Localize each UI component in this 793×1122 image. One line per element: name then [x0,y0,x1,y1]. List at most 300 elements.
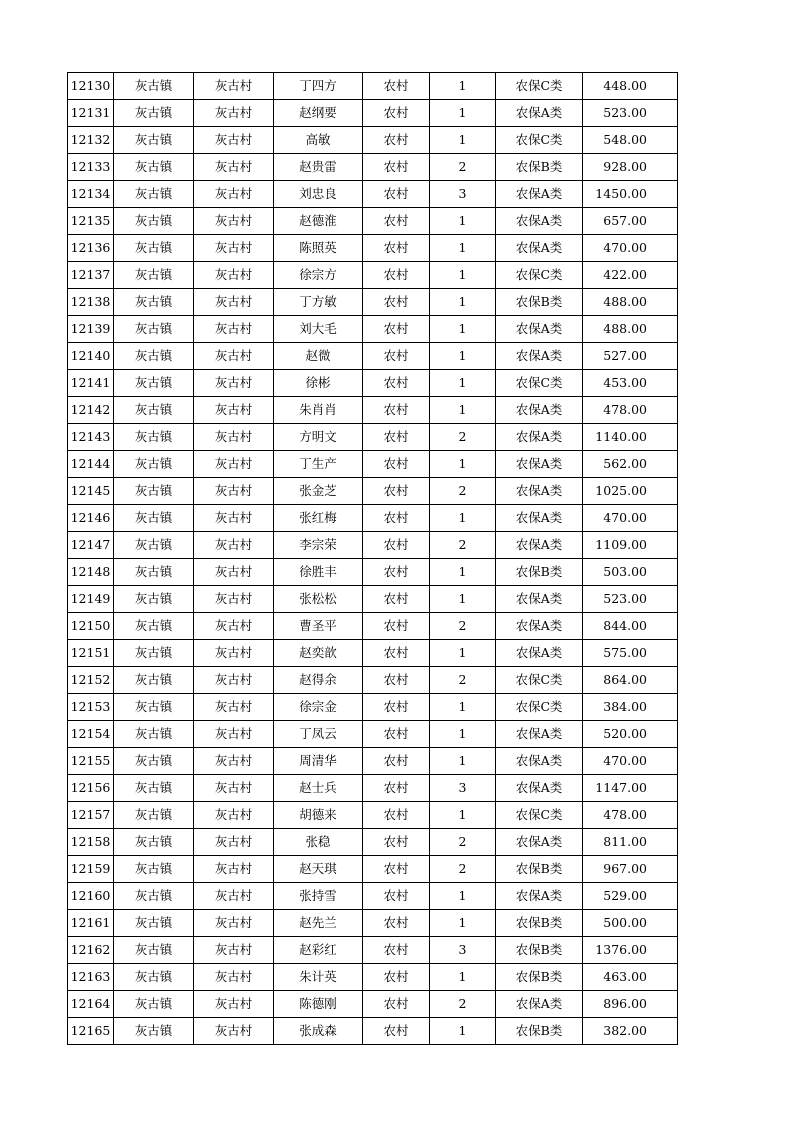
cell-people-count: 1 [430,370,496,397]
cell-village: 灰古村 [194,667,274,694]
table-row [68,505,678,532]
cell-insurance-category: 农保C类 [496,73,583,100]
cell-name: 张松松 [274,586,363,613]
cell-household-type: 农村 [363,802,430,829]
cell-village: 灰古村 [194,370,274,397]
cell-amount: 844.00 [583,613,678,640]
cell-amount: 527.00 [583,343,678,370]
cell-household-type: 农村 [363,586,430,613]
cell-insurance-category: 农保A类 [496,208,583,235]
cell-name: 赵纲要 [274,100,363,127]
cell-household-type: 农村 [363,613,430,640]
cell-name: 赵士兵 [274,775,363,802]
cell-people-count: 1 [430,505,496,532]
cell-household-type: 农村 [363,73,430,100]
cell-people-count: 2 [430,154,496,181]
cell-village: 灰古村 [194,451,274,478]
cell-insurance-category: 农保B类 [496,154,583,181]
cell-people-count: 1 [430,316,496,343]
cell-household-type: 农村 [363,478,430,505]
cell-people-count: 1 [430,721,496,748]
table-body [68,73,678,1045]
cell-amount: 488.00 [583,316,678,343]
cell-name: 胡德来 [274,802,363,829]
cell-town: 灰古镇 [114,73,194,100]
cell-town: 灰古镇 [114,802,194,829]
cell-household-type: 农村 [363,1018,430,1045]
cell-household-type: 农村 [363,667,430,694]
table-row [68,640,678,667]
cell-amount: 523.00 [583,100,678,127]
cell-record-id: 12150 [68,613,114,640]
cell-household-type: 农村 [363,208,430,235]
cell-insurance-category: 农保C类 [496,667,583,694]
cell-record-id: 12135 [68,208,114,235]
cell-town: 灰古镇 [114,667,194,694]
cell-people-count: 1 [430,802,496,829]
cell-insurance-category: 农保A类 [496,316,583,343]
cell-record-id: 12157 [68,802,114,829]
cell-insurance-category: 农保C类 [496,127,583,154]
cell-insurance-category: 农保B类 [496,1018,583,1045]
cell-name: 赵得余 [274,667,363,694]
cell-record-id: 12163 [68,964,114,991]
cell-people-count: 2 [430,478,496,505]
cell-amount: 575.00 [583,640,678,667]
table-row [68,316,678,343]
cell-town: 灰古镇 [114,451,194,478]
cell-record-id: 12159 [68,856,114,883]
cell-name: 赵微 [274,343,363,370]
cell-household-type: 农村 [363,451,430,478]
cell-insurance-category: 农保A类 [496,478,583,505]
cell-people-count: 2 [430,532,496,559]
cell-people-count: 1 [430,964,496,991]
cell-insurance-category: 农保A类 [496,829,583,856]
cell-town: 灰古镇 [114,883,194,910]
cell-name: 周清华 [274,748,363,775]
cell-amount: 1376.00 [583,937,678,964]
cell-household-type: 农村 [363,181,430,208]
cell-town: 灰古镇 [114,910,194,937]
cell-record-id: 12144 [68,451,114,478]
cell-town: 灰古镇 [114,964,194,991]
cell-people-count: 1 [430,262,496,289]
cell-people-count: 1 [430,289,496,316]
cell-village: 灰古村 [194,505,274,532]
cell-insurance-category: 农保A类 [496,343,583,370]
cell-name: 徐宗方 [274,262,363,289]
cell-amount: 463.00 [583,964,678,991]
cell-household-type: 农村 [363,127,430,154]
cell-household-type: 农村 [363,721,430,748]
cell-people-count: 1 [430,397,496,424]
cell-village: 灰古村 [194,748,274,775]
cell-people-count: 1 [430,883,496,910]
table-row [68,532,678,559]
cell-insurance-category: 农保B类 [496,856,583,883]
cell-record-id: 12142 [68,397,114,424]
table-row [68,343,678,370]
cell-record-id: 12153 [68,694,114,721]
table-row [68,181,678,208]
cell-people-count: 1 [430,100,496,127]
cell-household-type: 农村 [363,559,430,586]
table-row [68,883,678,910]
cell-village: 灰古村 [194,721,274,748]
cell-village: 灰古村 [194,73,274,100]
cell-village: 灰古村 [194,316,274,343]
table-row [68,154,678,181]
cell-people-count: 1 [430,559,496,586]
table-row [68,748,678,775]
cell-insurance-category: 农保A类 [496,100,583,127]
table-row [68,559,678,586]
cell-amount: 1109.00 [583,532,678,559]
cell-town: 灰古镇 [114,316,194,343]
cell-amount: 562.00 [583,451,678,478]
table-row [68,370,678,397]
cell-insurance-category: 农保A类 [496,235,583,262]
table-row [68,478,678,505]
cell-people-count: 2 [430,991,496,1018]
cell-town: 灰古镇 [114,748,194,775]
cell-amount: 503.00 [583,559,678,586]
cell-household-type: 农村 [363,154,430,181]
cell-amount: 382.00 [583,1018,678,1045]
cell-name: 陈德刚 [274,991,363,1018]
cell-record-id: 12140 [68,343,114,370]
data-table [67,72,678,1045]
cell-people-count: 3 [430,775,496,802]
table-row [68,262,678,289]
cell-record-id: 12158 [68,829,114,856]
cell-village: 灰古村 [194,802,274,829]
cell-household-type: 农村 [363,991,430,1018]
table-row [68,964,678,991]
cell-name: 徐宗金 [274,694,363,721]
cell-amount: 470.00 [583,748,678,775]
cell-household-type: 农村 [363,856,430,883]
cell-name: 赵奕歆 [274,640,363,667]
cell-amount: 488.00 [583,289,678,316]
cell-amount: 928.00 [583,154,678,181]
table-row [68,586,678,613]
cell-record-id: 12138 [68,289,114,316]
cell-name: 张金芝 [274,478,363,505]
cell-record-id: 12165 [68,1018,114,1045]
cell-amount: 470.00 [583,235,678,262]
cell-household-type: 农村 [363,829,430,856]
cell-amount: 1140.00 [583,424,678,451]
table-row [68,397,678,424]
cell-people-count: 1 [430,694,496,721]
cell-town: 灰古镇 [114,478,194,505]
cell-name: 丁凤云 [274,721,363,748]
cell-people-count: 1 [430,343,496,370]
cell-insurance-category: 农保C类 [496,262,583,289]
cell-village: 灰古村 [194,181,274,208]
cell-people-count: 1 [430,127,496,154]
cell-insurance-category: 农保A类 [496,586,583,613]
cell-record-id: 12143 [68,424,114,451]
cell-amount: 967.00 [583,856,678,883]
cell-insurance-category: 农保A类 [496,397,583,424]
table-row [68,829,678,856]
cell-village: 灰古村 [194,1018,274,1045]
cell-village: 灰古村 [194,856,274,883]
cell-amount: 478.00 [583,802,678,829]
table-row [68,208,678,235]
cell-record-id: 12156 [68,775,114,802]
cell-insurance-category: 农保A类 [496,424,583,451]
cell-name: 丁四方 [274,73,363,100]
cell-household-type: 农村 [363,937,430,964]
table-row [68,775,678,802]
cell-record-id: 12134 [68,181,114,208]
table-row [68,289,678,316]
cell-town: 灰古镇 [114,370,194,397]
cell-amount: 811.00 [583,829,678,856]
cell-people-count: 1 [430,451,496,478]
cell-record-id: 12137 [68,262,114,289]
cell-record-id: 12139 [68,316,114,343]
cell-town: 灰古镇 [114,586,194,613]
cell-village: 灰古村 [194,694,274,721]
cell-town: 灰古镇 [114,262,194,289]
cell-amount: 478.00 [583,397,678,424]
cell-village: 灰古村 [194,154,274,181]
cell-town: 灰古镇 [114,829,194,856]
table-row [68,694,678,721]
cell-people-count: 3 [430,937,496,964]
cell-name: 徐彬 [274,370,363,397]
cell-people-count: 2 [430,424,496,451]
cell-household-type: 农村 [363,532,430,559]
table-row [68,451,678,478]
table-row [68,856,678,883]
cell-insurance-category: 农保C类 [496,694,583,721]
cell-town: 灰古镇 [114,721,194,748]
cell-amount: 422.00 [583,262,678,289]
cell-record-id: 12147 [68,532,114,559]
cell-village: 灰古村 [194,640,274,667]
cell-people-count: 1 [430,586,496,613]
cell-household-type: 农村 [363,505,430,532]
cell-record-id: 12152 [68,667,114,694]
cell-town: 灰古镇 [114,640,194,667]
cell-town: 灰古镇 [114,343,194,370]
cell-record-id: 12146 [68,505,114,532]
cell-household-type: 农村 [363,100,430,127]
cell-name: 赵先兰 [274,910,363,937]
cell-insurance-category: 农保B类 [496,289,583,316]
cell-village: 灰古村 [194,829,274,856]
cell-village: 灰古村 [194,964,274,991]
cell-amount: 864.00 [583,667,678,694]
cell-insurance-category: 农保B类 [496,964,583,991]
cell-household-type: 农村 [363,883,430,910]
cell-village: 灰古村 [194,937,274,964]
cell-name: 张红梅 [274,505,363,532]
cell-insurance-category: 农保A类 [496,721,583,748]
cell-record-id: 12160 [68,883,114,910]
cell-town: 灰古镇 [114,613,194,640]
cell-people-count: 1 [430,73,496,100]
cell-people-count: 1 [430,235,496,262]
table-row [68,991,678,1018]
cell-household-type: 农村 [363,694,430,721]
cell-town: 灰古镇 [114,1018,194,1045]
cell-record-id: 12149 [68,586,114,613]
cell-people-count: 1 [430,208,496,235]
cell-town: 灰古镇 [114,235,194,262]
cell-amount: 500.00 [583,910,678,937]
cell-village: 灰古村 [194,991,274,1018]
cell-record-id: 12148 [68,559,114,586]
cell-town: 灰古镇 [114,397,194,424]
cell-village: 灰古村 [194,397,274,424]
cell-record-id: 12154 [68,721,114,748]
cell-household-type: 农村 [363,316,430,343]
cell-town: 灰古镇 [114,991,194,1018]
cell-record-id: 12162 [68,937,114,964]
cell-name: 朱计英 [274,964,363,991]
cell-amount: 657.00 [583,208,678,235]
cell-village: 灰古村 [194,343,274,370]
cell-village: 灰古村 [194,559,274,586]
table-row [68,910,678,937]
cell-name: 丁生产 [274,451,363,478]
cell-people-count: 3 [430,181,496,208]
cell-amount: 896.00 [583,991,678,1018]
cell-household-type: 农村 [363,424,430,451]
cell-amount: 470.00 [583,505,678,532]
cell-village: 灰古村 [194,613,274,640]
cell-name: 刘忠良 [274,181,363,208]
cell-household-type: 农村 [363,343,430,370]
cell-people-count: 1 [430,1018,496,1045]
cell-household-type: 农村 [363,775,430,802]
cell-record-id: 12133 [68,154,114,181]
cell-village: 灰古村 [194,532,274,559]
cell-household-type: 农村 [363,397,430,424]
cell-insurance-category: 农保A类 [496,640,583,667]
table-row [68,667,678,694]
cell-amount: 384.00 [583,694,678,721]
cell-people-count: 2 [430,613,496,640]
cell-village: 灰古村 [194,586,274,613]
cell-name: 方明文 [274,424,363,451]
cell-town: 灰古镇 [114,181,194,208]
cell-village: 灰古村 [194,478,274,505]
cell-insurance-category: 农保C类 [496,370,583,397]
cell-town: 灰古镇 [114,127,194,154]
cell-insurance-category: 农保C类 [496,802,583,829]
cell-amount: 448.00 [583,73,678,100]
cell-amount: 548.00 [583,127,678,154]
cell-insurance-category: 农保A类 [496,775,583,802]
cell-people-count: 2 [430,667,496,694]
cell-name: 张持雪 [274,883,363,910]
cell-amount: 1450.00 [583,181,678,208]
cell-insurance-category: 农保B类 [496,937,583,964]
cell-name: 曹圣平 [274,613,363,640]
cell-town: 灰古镇 [114,694,194,721]
cell-name: 徐胜丰 [274,559,363,586]
cell-record-id: 12155 [68,748,114,775]
table-row [68,100,678,127]
table-row [68,424,678,451]
cell-record-id: 12130 [68,73,114,100]
table-row [68,127,678,154]
cell-village: 灰古村 [194,910,274,937]
table-row [68,937,678,964]
cell-insurance-category: 农保A类 [496,532,583,559]
cell-town: 灰古镇 [114,289,194,316]
cell-town: 灰古镇 [114,559,194,586]
table-row [68,613,678,640]
cell-name: 陈照英 [274,235,363,262]
cell-town: 灰古镇 [114,154,194,181]
cell-insurance-category: 农保A类 [496,613,583,640]
cell-village: 灰古村 [194,775,274,802]
cell-household-type: 农村 [363,370,430,397]
cell-record-id: 12131 [68,100,114,127]
cell-amount: 1147.00 [583,775,678,802]
cell-village: 灰古村 [194,208,274,235]
cell-insurance-category: 农保A类 [496,505,583,532]
cell-town: 灰古镇 [114,532,194,559]
cell-town: 灰古镇 [114,208,194,235]
cell-household-type: 农村 [363,964,430,991]
cell-people-count: 1 [430,910,496,937]
cell-name: 李宗荣 [274,532,363,559]
table-row [68,235,678,262]
cell-village: 灰古村 [194,424,274,451]
cell-village: 灰古村 [194,127,274,154]
cell-name: 赵德淮 [274,208,363,235]
cell-town: 灰古镇 [114,856,194,883]
cell-record-id: 12151 [68,640,114,667]
cell-insurance-category: 农保A类 [496,748,583,775]
cell-village: 灰古村 [194,100,274,127]
cell-town: 灰古镇 [114,424,194,451]
cell-amount: 1025.00 [583,478,678,505]
cell-people-count: 1 [430,640,496,667]
cell-name: 高敏 [274,127,363,154]
table-row [68,802,678,829]
cell-name: 赵天琪 [274,856,363,883]
cell-people-count: 1 [430,748,496,775]
cell-name: 张稳 [274,829,363,856]
cell-record-id: 12141 [68,370,114,397]
cell-household-type: 农村 [363,289,430,316]
cell-record-id: 12136 [68,235,114,262]
cell-household-type: 农村 [363,262,430,289]
cell-insurance-category: 农保B类 [496,559,583,586]
cell-amount: 523.00 [583,586,678,613]
cell-insurance-category: 农保A类 [496,181,583,208]
cell-insurance-category: 农保A类 [496,451,583,478]
cell-household-type: 农村 [363,640,430,667]
cell-amount: 520.00 [583,721,678,748]
cell-record-id: 12164 [68,991,114,1018]
cell-insurance-category: 农保A类 [496,991,583,1018]
cell-name: 丁方敏 [274,289,363,316]
cell-household-type: 农村 [363,910,430,937]
table-row [68,1018,678,1045]
